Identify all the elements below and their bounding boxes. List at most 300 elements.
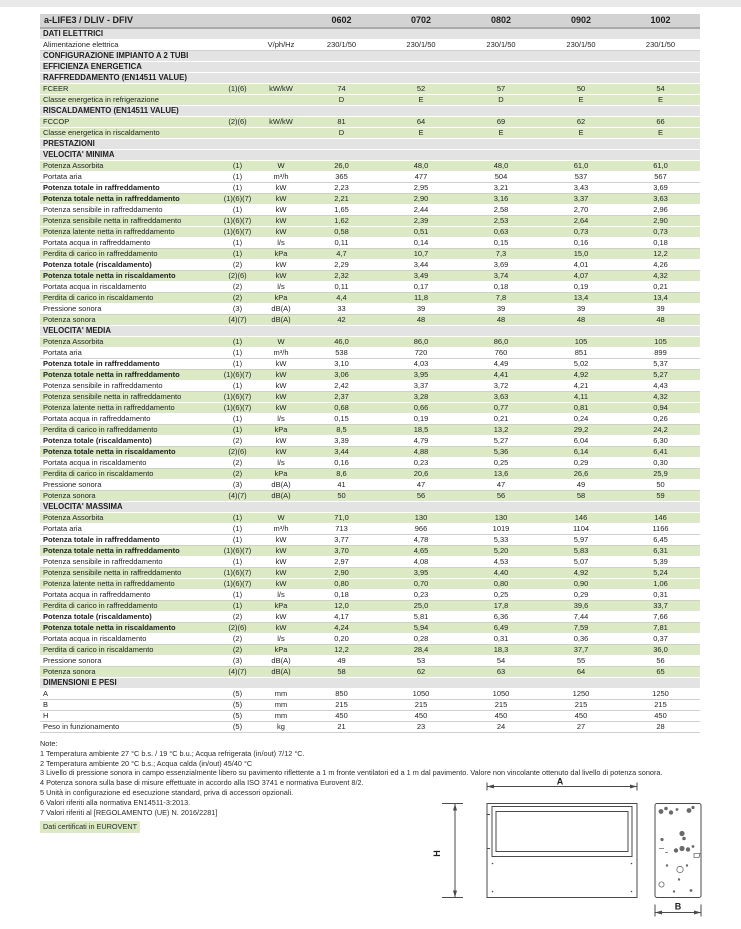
spec-row-label: Potenza totale netta in raffreddamento — [40, 370, 215, 381]
spec-row — [40, 392, 700, 403]
spec-row — [40, 711, 700, 722]
unit-cell: dB(A) — [260, 480, 302, 491]
note-line: 5 Unità in configurazione ed esecuzione standard, priva di accessori opzionali. — [40, 787, 294, 797]
value-cell: 2,95 — [381, 183, 461, 194]
value-cell: 6,14 — [541, 447, 621, 458]
value-cell: 230/1/50 — [461, 40, 541, 51]
spec-row — [40, 480, 700, 491]
value-cell: D — [302, 128, 381, 139]
value-cell: 2,97 — [302, 557, 381, 568]
spec-row-label: Perdita di carico in riscaldamento — [40, 293, 215, 304]
spec-row-label: Pressione sonora — [40, 480, 215, 491]
value-cell: 5,27 — [621, 370, 700, 381]
value-cell: 21 — [302, 722, 381, 733]
spec-row-label: Potenza sonora — [40, 315, 215, 326]
section-header-row — [40, 678, 700, 689]
notes-heading: Note: — [40, 739, 58, 748]
value-cell: 6,41 — [621, 447, 700, 458]
value-cell: 450 — [541, 711, 621, 722]
note-refs: (2) — [215, 469, 260, 480]
value-cell: 81 — [302, 117, 381, 128]
value-cell: 48,0 — [381, 161, 461, 172]
value-cell: 26,0 — [302, 161, 381, 172]
value-cell: 5,83 — [541, 546, 621, 557]
spec-row-label: Potenza sensibile netta in raffreddamento — [40, 392, 215, 403]
spec-row — [40, 612, 700, 623]
value-cell: 3,63 — [621, 194, 700, 205]
value-cell: 3,49 — [381, 271, 461, 282]
value-cell: 6,04 — [541, 436, 621, 447]
unit-cell: kW — [260, 612, 302, 623]
unit-cell: kW — [260, 447, 302, 458]
value-cell: 3,10 — [302, 359, 381, 370]
value-cell: 0,21 — [621, 282, 700, 293]
note-refs: (1)(6)(7) — [215, 568, 260, 579]
value-cell: 3,72 — [461, 381, 541, 392]
spec-row-label: Classe energetica in riscaldamento — [40, 128, 215, 139]
spec-row-label: Perdita di carico in riscaldamento — [40, 469, 215, 480]
spec-row-label: Portata acqua in riscaldamento — [40, 634, 215, 645]
note-refs: (1)(6)(7) — [215, 546, 260, 557]
value-cell: 50 — [302, 491, 381, 502]
value-cell: 0,16 — [541, 238, 621, 249]
unit-cell: kPa — [260, 249, 302, 260]
spec-row-label: Potenza latente netta in raffreddamento — [40, 579, 215, 590]
value-cell: 63 — [461, 667, 541, 678]
value-cell: 2,23 — [302, 183, 381, 194]
value-cell: 7,3 — [461, 249, 541, 260]
value-cell: 47 — [461, 480, 541, 491]
spec-row-label: Potenza totale netta in raffreddamento — [40, 546, 215, 557]
value-cell: 230/1/50 — [381, 40, 461, 51]
value-cell: 1,65 — [302, 205, 381, 216]
value-cell: 5,07 — [541, 557, 621, 568]
value-cell: 69 — [461, 117, 541, 128]
value-cell: 0,30 — [621, 458, 700, 469]
value-cell: 2,37 — [302, 392, 381, 403]
note-refs: (1) — [215, 359, 260, 370]
dim-label-b: B — [674, 901, 682, 912]
value-cell: 3,63 — [461, 392, 541, 403]
value-cell: 537 — [541, 172, 621, 183]
spec-row — [40, 535, 700, 546]
spec-row — [40, 161, 700, 172]
spec-row — [40, 172, 700, 183]
value-cell: 5,81 — [381, 612, 461, 623]
spec-row — [40, 128, 700, 139]
value-cell: 61,0 — [541, 161, 621, 172]
note-refs: (3) — [215, 304, 260, 315]
note-line: 3 Livello di pressione sonora in campo essenzialmente libero su pavimento riflettente a 1 m fronte ventilatori ed a 1 m dal pavimento. Valore non vincolante ottenuto dal livello di potenza sonora. — [40, 768, 663, 778]
value-cell: 1,62 — [302, 216, 381, 227]
note-refs: (1)(6)(7) — [215, 403, 260, 414]
spec-row — [40, 293, 700, 304]
spec-row-label: Potenza latente netta in raffreddamento — [40, 403, 215, 414]
value-cell: 0,20 — [302, 634, 381, 645]
spec-row-label: Potenza totale in raffreddamento — [40, 183, 215, 194]
section-title: DIMENSIONI E PESI — [40, 678, 700, 689]
note-refs: (2)(6) — [215, 271, 260, 282]
note-refs: (1)(6)(7) — [215, 216, 260, 227]
value-cell: 0,28 — [381, 634, 461, 645]
spec-row-label: Pressione sonora — [40, 304, 215, 315]
section-title: EFFICIENZA ENERGETICA — [40, 62, 700, 73]
spec-row — [40, 359, 700, 370]
value-cell: 24 — [461, 722, 541, 733]
value-cell: 29,2 — [541, 425, 621, 436]
spec-row — [40, 469, 700, 480]
value-cell: 4,07 — [541, 271, 621, 282]
value-cell: 4,79 — [381, 436, 461, 447]
model-column-header: 0802 — [461, 14, 541, 28]
section-header-row — [40, 502, 700, 513]
spec-row-label: H — [40, 711, 215, 722]
value-cell: 18,5 — [381, 425, 461, 436]
value-cell: 0,81 — [541, 403, 621, 414]
value-cell: 2,39 — [381, 216, 461, 227]
unit-cell: kW — [260, 381, 302, 392]
spec-row-label: Potenza totale (riscaldamento) — [40, 612, 215, 623]
value-cell: 47 — [381, 480, 461, 491]
value-cell: 13,4 — [541, 293, 621, 304]
spec-row — [40, 700, 700, 711]
value-cell: 37,7 — [541, 645, 621, 656]
value-cell: 0,31 — [461, 634, 541, 645]
unit-cell: kW — [260, 216, 302, 227]
value-cell: 58 — [302, 667, 381, 678]
note-refs: (1) — [215, 601, 260, 612]
value-cell: 4,40 — [461, 568, 541, 579]
value-cell: 0,14 — [381, 238, 461, 249]
value-cell: 3,69 — [461, 260, 541, 271]
value-cell: 66 — [621, 117, 700, 128]
spec-row-label: Potenza sonora — [40, 491, 215, 502]
unit-cell: dB(A) — [260, 491, 302, 502]
value-cell: 0,19 — [541, 282, 621, 293]
value-cell: 54 — [461, 656, 541, 667]
value-cell: 8,5 — [302, 425, 381, 436]
value-cell: 2,21 — [302, 194, 381, 205]
value-cell: 0,73 — [541, 227, 621, 238]
unit-cell: kW — [260, 370, 302, 381]
value-cell: 50 — [541, 84, 621, 95]
value-cell: 3,44 — [302, 447, 381, 458]
note-refs — [215, 95, 260, 106]
value-cell: 0,26 — [621, 414, 700, 425]
spec-row — [40, 722, 700, 733]
value-cell: 56 — [381, 491, 461, 502]
spec-row-label: Perdita di carico in riscaldamento — [40, 645, 215, 656]
value-cell: 52 — [381, 84, 461, 95]
value-cell: E — [381, 128, 461, 139]
spec-row-label: Portata acqua in raffreddamento — [40, 590, 215, 601]
value-cell: 36,0 — [621, 645, 700, 656]
note-line: 6 Valori riferiti alla normativa EN14511-3:2013. — [40, 797, 191, 807]
value-cell: 0,90 — [541, 579, 621, 590]
unit-cell: kPa — [260, 293, 302, 304]
note-refs: (2) — [215, 282, 260, 293]
value-cell: 64 — [541, 667, 621, 678]
unit-cell: dB(A) — [260, 304, 302, 315]
value-cell: 4,92 — [541, 370, 621, 381]
value-cell: 0,68 — [302, 403, 381, 414]
note-refs: (1) — [215, 249, 260, 260]
unit-cell: mm — [260, 700, 302, 711]
value-cell: 4,11 — [541, 392, 621, 403]
spec-row-label: Potenza sensibile netta in raffreddamento — [40, 568, 215, 579]
value-cell: 4,78 — [381, 535, 461, 546]
value-cell: 2,90 — [621, 216, 700, 227]
value-cell: 28,4 — [381, 645, 461, 656]
spec-row-label: Perdita di carico in raffreddamento — [40, 425, 215, 436]
value-cell: 28 — [621, 722, 700, 733]
value-cell: 6,31 — [621, 546, 700, 557]
unit-cell: l/s — [260, 590, 302, 601]
spec-row-label: Portata aria — [40, 524, 215, 535]
spec-row — [40, 623, 700, 634]
unit-cell — [260, 95, 302, 106]
value-cell: 3,21 — [461, 183, 541, 194]
value-cell: 0,80 — [302, 579, 381, 590]
value-cell: 0,94 — [621, 403, 700, 414]
value-cell: 713 — [302, 524, 381, 535]
value-cell: 3,77 — [302, 535, 381, 546]
spec-row-label: Potenza sensibile netta in raffreddamento — [40, 216, 215, 227]
value-cell: 6,30 — [621, 436, 700, 447]
value-cell: 4,32 — [621, 271, 700, 282]
value-cell: 0,16 — [302, 458, 381, 469]
value-cell: D — [461, 95, 541, 106]
spec-row — [40, 491, 700, 502]
note-refs — [215, 128, 260, 139]
unit-cell: l/s — [260, 238, 302, 249]
value-cell: 4,08 — [381, 557, 461, 568]
value-cell: 12,0 — [302, 601, 381, 612]
value-cell: 6,45 — [621, 535, 700, 546]
value-cell: 5,20 — [461, 546, 541, 557]
value-cell: 5,97 — [541, 535, 621, 546]
value-cell: 2,32 — [302, 271, 381, 282]
value-cell: 10,7 — [381, 249, 461, 260]
spec-row — [40, 260, 700, 271]
value-cell: 850 — [302, 689, 381, 700]
value-cell: 538 — [302, 348, 381, 359]
unit-cell: kW — [260, 579, 302, 590]
note-refs: (1) — [215, 590, 260, 601]
value-cell: 720 — [381, 348, 461, 359]
spec-row — [40, 414, 700, 425]
value-cell: 105 — [621, 337, 700, 348]
value-cell: 2,70 — [541, 205, 621, 216]
section-header-row — [40, 28, 700, 40]
value-cell: 450 — [302, 711, 381, 722]
value-cell: 1250 — [541, 689, 621, 700]
spec-row — [40, 205, 700, 216]
spec-row-label: Potenza sensibile in raffreddamento — [40, 205, 215, 216]
value-cell: 7,8 — [461, 293, 541, 304]
spec-row — [40, 271, 700, 282]
value-cell: 4,03 — [381, 359, 461, 370]
unit-cell: kW/kW — [260, 117, 302, 128]
value-cell: 215 — [381, 700, 461, 711]
note-refs: (5) — [215, 689, 260, 700]
spec-row-label: Perdita di carico in raffreddamento — [40, 601, 215, 612]
unit-cell: dB(A) — [260, 667, 302, 678]
value-cell: 450 — [461, 711, 541, 722]
note-refs: (1) — [215, 513, 260, 524]
value-cell: 6,36 — [461, 612, 541, 623]
value-cell: 215 — [461, 700, 541, 711]
value-cell: 0,18 — [302, 590, 381, 601]
spec-row — [40, 183, 700, 194]
note-refs: (2)(6) — [215, 447, 260, 458]
spec-row — [40, 524, 700, 535]
spec-row — [40, 216, 700, 227]
note-refs: (2) — [215, 645, 260, 656]
section-title: PRESTAZIONI — [40, 139, 700, 150]
model-column-header: 1002 — [621, 14, 700, 28]
spec-row — [40, 117, 700, 128]
note-refs: (1) — [215, 348, 260, 359]
spec-row — [40, 227, 700, 238]
value-cell: 1104 — [541, 524, 621, 535]
value-cell: 11,8 — [381, 293, 461, 304]
unit-cell: l/s — [260, 414, 302, 425]
value-cell: 0,37 — [621, 634, 700, 645]
unit-cell: kg — [260, 722, 302, 733]
value-cell: 25,9 — [621, 469, 700, 480]
value-cell: 0,58 — [302, 227, 381, 238]
note-refs: (5) — [215, 700, 260, 711]
value-cell: 215 — [541, 700, 621, 711]
unit-cell: kPa — [260, 645, 302, 656]
note-refs: (1) — [215, 524, 260, 535]
value-cell: 0,36 — [541, 634, 621, 645]
spec-row — [40, 590, 700, 601]
value-cell: 5,39 — [621, 557, 700, 568]
datasheet — [40, 14, 700, 833]
spec-row-label: Portata acqua in riscaldamento — [40, 282, 215, 293]
value-cell: 0,29 — [541, 458, 621, 469]
value-cell: 0,31 — [621, 590, 700, 601]
value-cell: D — [302, 95, 381, 106]
front-grille-band — [492, 807, 632, 857]
value-cell: 2,29 — [302, 260, 381, 271]
note-refs: (1)(6) — [215, 84, 260, 95]
section-header-row — [40, 73, 700, 84]
value-cell: 0,29 — [541, 590, 621, 601]
value-cell: 23 — [381, 722, 461, 733]
value-cell: 7,59 — [541, 623, 621, 634]
value-cell: 8,6 — [302, 469, 381, 480]
value-cell: 49 — [302, 656, 381, 667]
spec-row — [40, 194, 700, 205]
value-cell: 86,0 — [461, 337, 541, 348]
value-cell: 4,26 — [621, 260, 700, 271]
value-cell: 2,44 — [381, 205, 461, 216]
note-refs — [215, 40, 260, 51]
spec-row-label: Classe energetica in refrigerazione — [40, 95, 215, 106]
section-title: VELOCITA' MINIMA — [40, 150, 700, 161]
section-header-row — [40, 51, 700, 62]
spec-row — [40, 403, 700, 414]
value-cell: 0,77 — [461, 403, 541, 414]
unit-cell: kW — [260, 260, 302, 271]
note-refs: (1)(6)(7) — [215, 227, 260, 238]
value-cell: 20,6 — [381, 469, 461, 480]
spec-row-label: Potenza totale (riscaldamento) — [40, 260, 215, 271]
value-cell: 504 — [461, 172, 541, 183]
value-cell: 4,92 — [541, 568, 621, 579]
unit-cell: kW — [260, 271, 302, 282]
note-refs: (2) — [215, 612, 260, 623]
note-refs: (3) — [215, 480, 260, 491]
value-cell: 230/1/50 — [541, 40, 621, 51]
spec-row — [40, 84, 700, 95]
spec-row — [40, 425, 700, 436]
unit-cell: l/s — [260, 458, 302, 469]
value-cell: 56 — [621, 656, 700, 667]
value-cell: 13,4 — [621, 293, 700, 304]
value-cell: 5,24 — [621, 568, 700, 579]
value-cell: 3,43 — [541, 183, 621, 194]
value-cell: 6,49 — [461, 623, 541, 634]
spec-row-label: Potenza Assorbita — [40, 513, 215, 524]
value-cell: 54 — [621, 84, 700, 95]
unit-cell: dB(A) — [260, 656, 302, 667]
value-cell: 2,96 — [621, 205, 700, 216]
spec-row-label: Potenza sensibile in raffreddamento — [40, 557, 215, 568]
unit-cell — [260, 128, 302, 139]
spec-row — [40, 513, 700, 524]
spec-row-label: B — [40, 700, 215, 711]
dimension-diagram — [430, 778, 741, 928]
note-refs: (4)(7) — [215, 491, 260, 502]
value-cell: 0,18 — [621, 238, 700, 249]
spec-row-label: Portata acqua in raffreddamento — [40, 238, 215, 249]
value-cell: 62 — [381, 667, 461, 678]
spec-row-label: Potenza Assorbita — [40, 337, 215, 348]
spec-row-label: Perdita di carico in raffreddamento — [40, 249, 215, 260]
spec-row — [40, 436, 700, 447]
value-cell: 1050 — [461, 689, 541, 700]
model-series-title: a-LIFE3 / DLIV - DFIV — [40, 14, 302, 28]
value-cell: 4,49 — [461, 359, 541, 370]
spec-row-label: FCEER — [40, 84, 215, 95]
note-refs: (1) — [215, 381, 260, 392]
unit-cell: kW — [260, 403, 302, 414]
note-refs: (5) — [215, 722, 260, 733]
value-cell: 59 — [621, 491, 700, 502]
value-cell: 61,0 — [621, 161, 700, 172]
unit-cell: kW — [260, 568, 302, 579]
value-cell: 13,6 — [461, 469, 541, 480]
value-cell: 567 — [621, 172, 700, 183]
table-title-row — [40, 14, 700, 28]
value-cell: 33 — [302, 304, 381, 315]
unit-cell: kW — [260, 183, 302, 194]
value-cell: 25,0 — [381, 601, 461, 612]
unit-cell: kW — [260, 227, 302, 238]
section-header-row — [40, 150, 700, 161]
spec-row-label: Peso in funzionamento — [40, 722, 215, 733]
spec-row — [40, 568, 700, 579]
value-cell: 24,2 — [621, 425, 700, 436]
value-cell: 3,28 — [381, 392, 461, 403]
spec-row — [40, 315, 700, 326]
page-top-strip — [0, 0, 741, 7]
value-cell: 4,88 — [381, 447, 461, 458]
